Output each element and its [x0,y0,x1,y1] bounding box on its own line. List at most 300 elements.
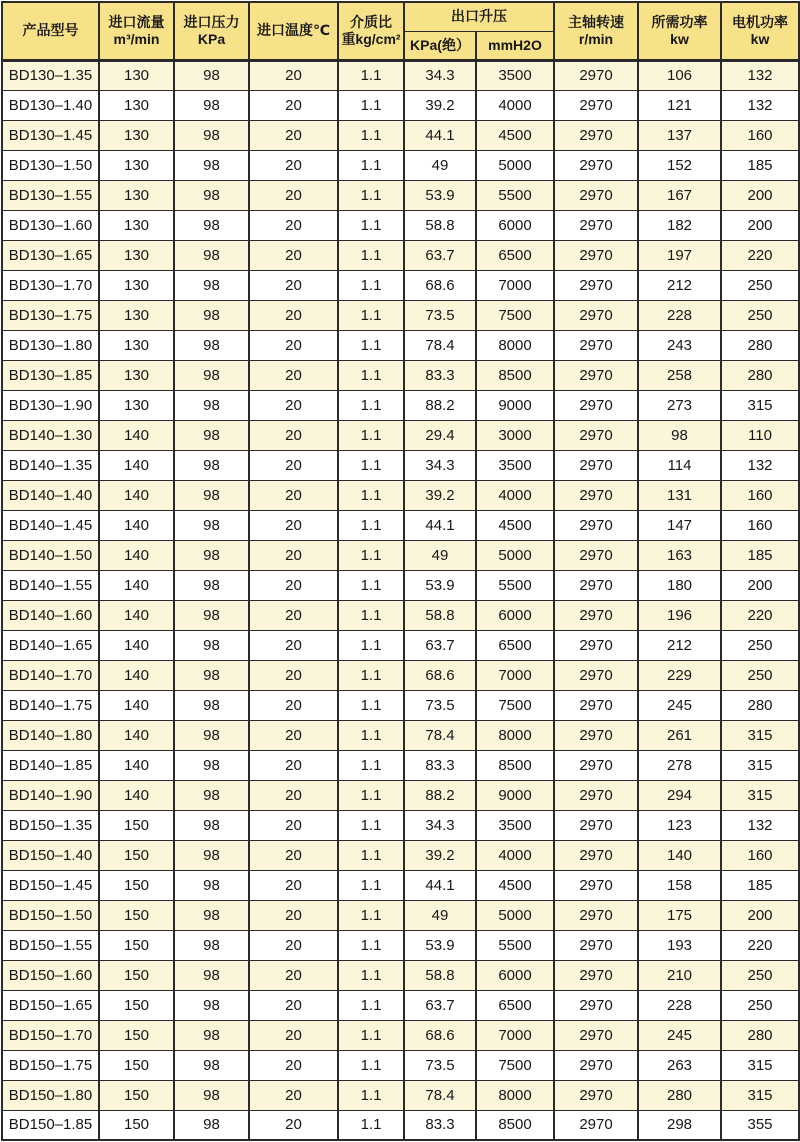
value-cell: 73.5 [404,690,476,720]
value-cell: 68.6 [404,1020,476,1050]
value-cell: 98 [174,270,249,300]
value-cell: 140 [99,660,174,690]
table-row [2,210,799,240]
model-cell: BD130–1.90 [2,390,99,420]
value-cell: 175 [638,900,721,930]
value-cell: 7000 [476,660,554,690]
col-header-label: 所需功率 [651,13,708,30]
value-cell: 68.6 [404,660,476,690]
model-cell: BD130–1.80 [2,330,99,360]
col-header-label: 进口流量 [108,13,165,30]
value-cell: 150 [99,930,174,960]
value-cell: 4000 [476,90,554,120]
value-cell: 220 [721,600,799,630]
value-cell: 98 [174,330,249,360]
value-cell: 98 [174,780,249,810]
value-cell: 20 [249,480,338,510]
value-cell: 8000 [476,720,554,750]
value-cell: 1.1 [338,780,404,810]
value-cell: 20 [249,870,338,900]
value-cell: 130 [99,120,174,150]
value-cell: 1.1 [338,600,404,630]
value-cell: 150 [99,1080,174,1110]
value-cell: 49 [404,900,476,930]
table-row [2,660,799,690]
value-cell: 298 [638,1110,721,1140]
value-cell: 83.3 [404,1110,476,1140]
value-cell: 2970 [554,180,638,210]
value-cell: 20 [249,690,338,720]
value-cell: 39.2 [404,480,476,510]
value-cell: 98 [174,900,249,930]
value-cell: 150 [99,960,174,990]
value-cell: 98 [174,990,249,1020]
value-cell: 34.3 [404,450,476,480]
value-cell: 1.1 [338,840,404,870]
value-cell: 6500 [476,240,554,270]
value-cell: 1.1 [338,180,404,210]
value-cell: 49 [404,540,476,570]
value-cell: 7500 [476,690,554,720]
value-cell: 5000 [476,150,554,180]
model-cell: BD150–1.45 [2,870,99,900]
model-cell: BD150–1.65 [2,990,99,1020]
value-cell: 1.1 [338,330,404,360]
value-cell: 1.1 [338,1080,404,1110]
value-cell: 245 [638,690,721,720]
value-cell: 229 [638,660,721,690]
value-cell: 182 [638,210,721,240]
value-cell: 1.1 [338,300,404,330]
table-row [2,600,799,630]
value-cell: 1.1 [338,210,404,240]
value-cell: 140 [99,540,174,570]
table-row [2,570,799,600]
value-cell: 1.1 [338,90,404,120]
value-cell: 2970 [554,630,638,660]
value-cell: 88.2 [404,390,476,420]
value-cell: 245 [638,1020,721,1050]
table-row [2,300,799,330]
value-cell: 150 [99,870,174,900]
value-cell: 315 [721,720,799,750]
value-cell: 2970 [554,900,638,930]
value-cell: 83.3 [404,360,476,390]
model-cell: BD140–1.45 [2,510,99,540]
value-cell: 2970 [554,660,638,690]
value-cell: 130 [99,210,174,240]
value-cell: 98 [174,540,249,570]
table-row [2,630,799,660]
col-header-label: 进口压力 [183,13,240,30]
value-cell: 98 [174,90,249,120]
value-cell: 6000 [476,960,554,990]
value-cell: 20 [249,810,338,840]
value-cell: 53.9 [404,180,476,210]
value-cell: 130 [99,390,174,420]
value-cell: 2970 [554,930,638,960]
value-cell: 8500 [476,750,554,780]
value-cell: 9000 [476,780,554,810]
value-cell: 98 [174,510,249,540]
value-cell: 1.1 [338,1050,404,1080]
value-cell: 44.1 [404,120,476,150]
value-cell: 2970 [554,450,638,480]
model-cell: BD140–1.85 [2,750,99,780]
value-cell: 73.5 [404,300,476,330]
value-cell: 180 [638,570,721,600]
value-cell: 4000 [476,840,554,870]
value-cell: 250 [721,960,799,990]
value-cell: 250 [721,990,799,1020]
value-cell: 150 [99,840,174,870]
value-cell: 5500 [476,180,554,210]
value-cell: 1.1 [338,900,404,930]
col-header-medium-sg [338,2,404,60]
model-cell: BD140–1.30 [2,420,99,450]
value-cell: 185 [721,540,799,570]
table-row [2,1080,799,1110]
value-cell: 1.1 [338,480,404,510]
value-cell: 20 [249,720,338,750]
value-cell: 8000 [476,330,554,360]
value-cell: 20 [249,600,338,630]
col-header-inlet-temp [249,2,338,60]
value-cell: 2970 [554,690,638,720]
table-row [2,390,799,420]
value-cell: 1.1 [338,930,404,960]
value-cell: 2970 [554,240,638,270]
model-cell: BD150–1.70 [2,1020,99,1050]
value-cell: 7000 [476,1020,554,1050]
table-row [2,930,799,960]
value-cell: 98 [174,300,249,330]
value-cell: 130 [99,240,174,270]
value-cell: 2970 [554,210,638,240]
value-cell: 2970 [554,150,638,180]
value-cell: 1.1 [338,60,404,90]
value-cell: 20 [249,780,338,810]
value-cell: 20 [249,150,338,180]
table-row [2,120,799,150]
value-cell: 20 [249,270,338,300]
value-cell: 8500 [476,1110,554,1140]
value-cell: 150 [99,990,174,1020]
table-row [2,750,799,780]
value-cell: 196 [638,600,721,630]
table-row [2,690,799,720]
value-cell: 7500 [476,1050,554,1080]
model-cell: BD130–1.40 [2,90,99,120]
table-row [2,420,799,450]
value-cell: 228 [638,300,721,330]
value-cell: 140 [99,750,174,780]
value-cell: 150 [99,1050,174,1080]
value-cell: 98 [174,720,249,750]
value-cell: 8000 [476,1080,554,1110]
model-cell: BD150–1.35 [2,810,99,840]
value-cell: 2970 [554,120,638,150]
col-header-product-model [2,2,99,60]
table-row [2,780,799,810]
table-row [2,480,799,510]
value-cell: 2970 [554,360,638,390]
value-cell: 140 [99,570,174,600]
table-row [2,990,799,1020]
value-cell: 263 [638,1050,721,1080]
value-cell: 44.1 [404,510,476,540]
value-cell: 243 [638,330,721,360]
value-cell: 98 [174,750,249,780]
value-cell: 2970 [554,540,638,570]
value-cell: 44.1 [404,870,476,900]
value-cell: 132 [721,60,799,90]
value-cell: 2970 [554,1050,638,1080]
col-header-label: KPa(绝） [410,36,470,53]
value-cell: 1.1 [338,630,404,660]
value-cell: 6500 [476,990,554,1020]
value-cell: 200 [721,900,799,930]
col-header-unit: KPa [197,30,226,47]
value-cell: 39.2 [404,90,476,120]
col-header-required-power [638,2,721,60]
model-cell: BD130–1.35 [2,60,99,90]
table-header [2,2,799,60]
value-cell: 20 [249,180,338,210]
value-cell: 20 [249,1080,338,1110]
value-cell: 7500 [476,300,554,330]
value-cell: 20 [249,360,338,390]
value-cell: 140 [99,720,174,750]
table-row [2,150,799,180]
col-header-label: 出口升压 [451,8,507,25]
value-cell: 200 [721,210,799,240]
table-row [2,330,799,360]
value-cell: 315 [721,1050,799,1080]
value-cell: 98 [174,1110,249,1140]
value-cell: 20 [249,90,338,120]
value-cell: 1.1 [338,390,404,420]
value-cell: 20 [249,60,338,90]
value-cell: 2970 [554,570,638,600]
value-cell: 20 [249,330,338,360]
value-cell: 132 [721,450,799,480]
value-cell: 20 [249,240,338,270]
model-cell: BD150–1.75 [2,1050,99,1080]
value-cell: 261 [638,720,721,750]
model-cell: BD140–1.60 [2,600,99,630]
table-row [2,810,799,840]
value-cell: 315 [721,390,799,420]
value-cell: 140 [99,690,174,720]
value-cell: 53.9 [404,570,476,600]
col-header-label: 主轴转速 [568,13,624,30]
value-cell: 150 [99,1020,174,1050]
value-cell: 7000 [476,270,554,300]
value-cell: 1.1 [338,510,404,540]
model-cell: BD140–1.55 [2,570,99,600]
value-cell: 98 [174,690,249,720]
col-header-unit: kw [670,30,689,47]
table-row [2,960,799,990]
value-cell: 1.1 [338,720,404,750]
value-cell: 1.1 [338,540,404,570]
value-cell: 58.8 [404,600,476,630]
value-cell: 4500 [476,870,554,900]
value-cell: 20 [249,1020,338,1050]
value-cell: 200 [721,180,799,210]
value-cell: 98 [174,360,249,390]
value-cell: 78.4 [404,1080,476,1110]
value-cell: 273 [638,390,721,420]
value-cell: 20 [249,570,338,600]
col-header-shaft-speed [554,2,638,60]
value-cell: 29.4 [404,420,476,450]
value-cell: 121 [638,90,721,120]
table-row [2,720,799,750]
value-cell: 140 [99,480,174,510]
value-cell: 63.7 [404,240,476,270]
model-cell: BD140–1.75 [2,690,99,720]
value-cell: 160 [721,120,799,150]
value-cell: 20 [249,120,338,150]
value-cell: 2970 [554,720,638,750]
value-cell: 2970 [554,870,638,900]
table-row [2,840,799,870]
value-cell: 140 [99,510,174,540]
value-cell: 2970 [554,840,638,870]
value-cell: 2970 [554,300,638,330]
table-row [2,180,799,210]
model-cell: BD140–1.50 [2,540,99,570]
value-cell: 20 [249,630,338,660]
col-header-label: 进口温度℃ [257,22,330,39]
value-cell: 2970 [554,390,638,420]
value-cell: 132 [721,90,799,120]
value-cell: 228 [638,990,721,1020]
col-header-outlet-mmh2o [476,31,554,60]
value-cell: 137 [638,120,721,150]
value-cell: 1.1 [338,810,404,840]
value-cell: 258 [638,360,721,390]
value-cell: 220 [721,240,799,270]
value-cell: 98 [174,180,249,210]
value-cell: 2970 [554,960,638,990]
model-cell: BD140–1.70 [2,660,99,690]
model-cell: BD140–1.40 [2,480,99,510]
value-cell: 163 [638,540,721,570]
value-cell: 130 [99,360,174,390]
value-cell: 4000 [476,480,554,510]
value-cell: 5000 [476,540,554,570]
model-cell: BD130–1.55 [2,180,99,210]
value-cell: 130 [99,180,174,210]
value-cell: 210 [638,960,721,990]
table-row [2,60,799,90]
model-cell: BD150–1.85 [2,1110,99,1140]
value-cell: 130 [99,150,174,180]
value-cell: 132 [721,810,799,840]
col-header-outlet-rise [404,2,554,31]
col-header-inlet-pressure [174,2,249,60]
value-cell: 250 [721,270,799,300]
value-cell: 4500 [476,120,554,150]
value-cell: 315 [721,1080,799,1110]
value-cell: 98 [174,390,249,420]
value-cell: 20 [249,210,338,240]
value-cell: 98 [174,210,249,240]
value-cell: 5500 [476,930,554,960]
value-cell: 98 [174,630,249,660]
value-cell: 185 [721,150,799,180]
value-cell: 98 [174,450,249,480]
value-cell: 355 [721,1110,799,1140]
value-cell: 6000 [476,600,554,630]
value-cell: 2970 [554,330,638,360]
table-row [2,270,799,300]
value-cell: 34.3 [404,810,476,840]
value-cell: 3500 [476,810,554,840]
value-cell: 5500 [476,570,554,600]
value-cell: 88.2 [404,780,476,810]
table-row [2,90,799,120]
value-cell: 130 [99,90,174,120]
value-cell: 1.1 [338,120,404,150]
value-cell: 158 [638,870,721,900]
value-cell: 78.4 [404,330,476,360]
value-cell: 280 [721,330,799,360]
value-cell: 73.5 [404,1050,476,1080]
model-cell: BD140–1.65 [2,630,99,660]
value-cell: 98 [174,600,249,630]
value-cell: 315 [721,780,799,810]
value-cell: 49 [404,150,476,180]
value-cell: 294 [638,780,721,810]
value-cell: 3500 [476,450,554,480]
col-header-outlet-kpa [404,31,476,60]
value-cell: 160 [721,840,799,870]
col-header-label: 介质比 [350,13,392,30]
value-cell: 2970 [554,1110,638,1140]
value-cell: 20 [249,1050,338,1080]
value-cell: 20 [249,840,338,870]
value-cell: 20 [249,540,338,570]
value-cell: 98 [174,480,249,510]
value-cell: 280 [721,1020,799,1050]
table-row [2,1020,799,1050]
value-cell: 140 [99,450,174,480]
model-cell: BD150–1.50 [2,900,99,930]
value-cell: 1.1 [338,270,404,300]
model-cell: BD140–1.90 [2,780,99,810]
value-cell: 58.8 [404,960,476,990]
col-header-unit: 重kg/cm² [341,30,401,47]
col-header-label: 电机功率 [732,13,788,30]
value-cell: 2970 [554,270,638,300]
value-cell: 5000 [476,900,554,930]
value-cell: 6000 [476,210,554,240]
value-cell: 106 [638,60,721,90]
value-cell: 58.8 [404,210,476,240]
model-cell: BD150–1.40 [2,840,99,870]
table-row [2,450,799,480]
value-cell: 150 [99,1110,174,1140]
value-cell: 6500 [476,630,554,660]
value-cell: 315 [721,750,799,780]
value-cell: 167 [638,180,721,210]
value-cell: 98 [174,150,249,180]
value-cell: 98 [174,660,249,690]
